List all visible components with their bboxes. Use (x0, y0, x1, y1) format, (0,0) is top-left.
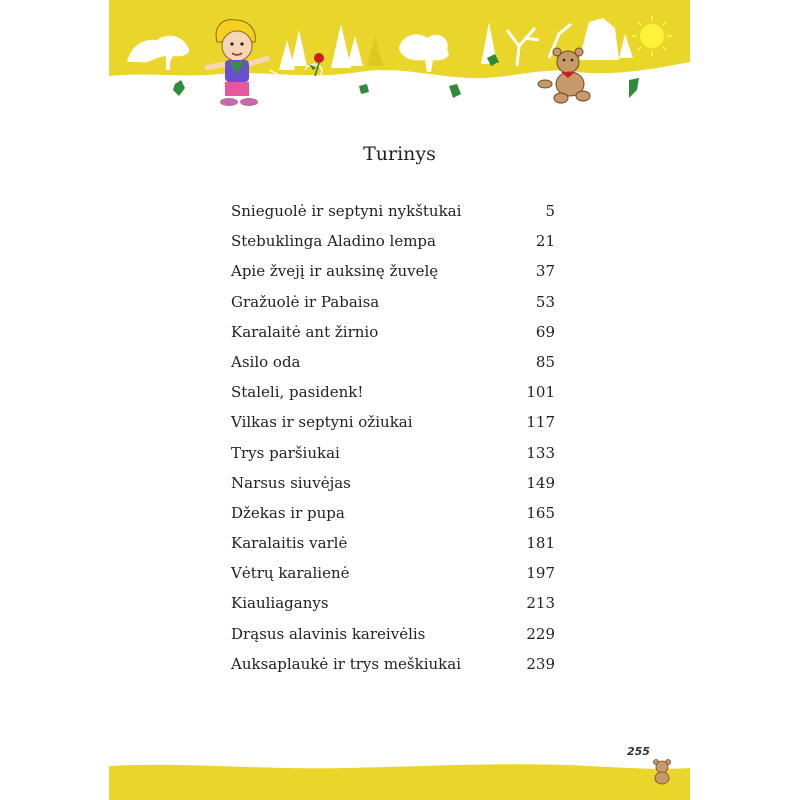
toc-entry-title: Auksaplaukė ir trys meškiukai (231, 654, 462, 673)
toc-entry (231, 655, 555, 685)
toc-entry-title: Gražuolė ir Pabaisa (231, 292, 380, 311)
toc-entry-title: Kiauliaganys (231, 594, 329, 613)
toc-entry-page: 37 (535, 262, 555, 281)
toc-entry-page: 197 (526, 564, 555, 583)
toc-entry-page: 229 (526, 624, 555, 643)
toc-entry-title: Karalaitis varlė (231, 534, 348, 553)
toc-entry (231, 262, 555, 292)
toc-entry (231, 232, 555, 262)
toc-entry-title: Asilo oda (231, 352, 301, 371)
toc-entry-title: Snieguolė ir septyni nykštukai (231, 202, 462, 220)
toc-entry-page: 117 (526, 413, 555, 432)
toc-entry (231, 444, 555, 474)
toc-entry (231, 504, 555, 534)
page-title: Turinys (363, 143, 436, 165)
toc-entry (231, 474, 555, 504)
toc-entry-page: 101 (526, 383, 555, 402)
toc-entry-title: Staleli, pasidenk! (231, 383, 364, 402)
toc-entry-title: Drąsus alavinis kareivėlis (231, 624, 426, 643)
toc-entry-page: 85 (535, 352, 555, 371)
toc-entry-page: 69 (535, 322, 555, 341)
toc-entry (231, 625, 555, 655)
toc-entry-page: 53 (535, 292, 555, 311)
toc-entry-page: 21 (535, 232, 555, 251)
toc-entry-title: Stebuklinga Aladino lempa (231, 232, 436, 251)
toc-entry (231, 564, 555, 594)
toc-entry-title: Trys paršiukai (231, 443, 340, 462)
toc-entry (231, 323, 555, 353)
toc-entry-page: 239 (526, 654, 555, 673)
toc-entry-page: 5 (545, 202, 555, 220)
page-number: 255 (627, 745, 650, 758)
toc-entry (231, 353, 555, 383)
toc-entry-title: Vilkas ir septyni ožiukai (231, 413, 413, 432)
toc-entry-page: 213 (526, 594, 555, 613)
toc-entry-page: 149 (526, 473, 555, 492)
toc-entry-title: Narsus siuvėjas (231, 473, 351, 492)
top-decorative-band (109, 0, 690, 110)
toc-entry (231, 293, 555, 323)
toc-entry-title: Apie žvejį ir auksinę žuvelę (231, 262, 439, 281)
table-of-contents (231, 202, 555, 685)
toc-entry-title: Vėtrų karalienė (231, 564, 350, 583)
toc-entry (231, 383, 555, 413)
toc-entry (231, 202, 555, 232)
toc-entry (231, 413, 555, 443)
toc-entry-title: Džekas ir pupa (231, 503, 345, 522)
toc-entry-page: 165 (526, 503, 555, 522)
bottom-decorative-band (109, 740, 690, 800)
book-page (109, 0, 690, 800)
toc-entry (231, 534, 555, 564)
toc-entry-page: 181 (526, 534, 555, 553)
toc-entry (231, 594, 555, 624)
toc-entry-title: Karalaitė ant žirnio (231, 322, 379, 341)
toc-entry-page: 133 (526, 443, 555, 462)
